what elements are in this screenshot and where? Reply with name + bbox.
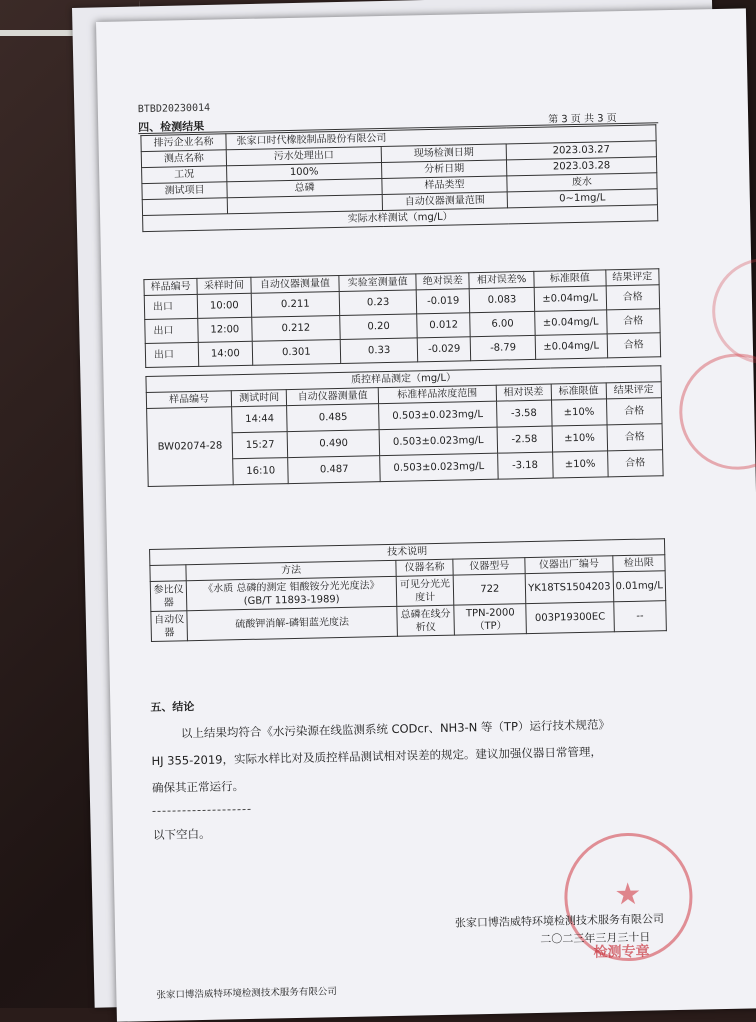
page-number: 第 3 页 共 3 页 <box>548 113 617 126</box>
table-cell: 合格 <box>606 309 660 334</box>
column-header: 实验室测量值 <box>339 274 416 292</box>
conclusion-line-3: 确保其正常运行。 <box>151 779 245 795</box>
table-cell: 参比仪器 <box>150 581 187 612</box>
table-cell: 12:00 <box>198 317 252 342</box>
table-cell: -3.18 <box>497 452 553 479</box>
column-header: 结果评定 <box>606 382 662 399</box>
table-cell: 0.23 <box>339 290 416 316</box>
table-cell: 自动仪器 <box>151 611 188 642</box>
sample-id-cell: 出口 <box>144 294 198 319</box>
table-cell: 合格 <box>606 398 662 425</box>
actual-caption: 实际水样测试（mg/L） <box>143 205 658 232</box>
signature-date: 二〇二三年三月三十日 <box>540 930 651 946</box>
table-cell: 0.485 <box>287 404 379 432</box>
seal-star-icon: ★ <box>614 876 642 913</box>
table-cell: ±10% <box>552 451 608 478</box>
actual-sample-table <box>143 268 661 368</box>
column-header: 仪器出厂编号 <box>525 556 613 574</box>
info-value: 2023.03.28 <box>506 157 656 176</box>
conclusion-line-1: 以上结果均符合《水污染源在线监测系统 CODcr、NH3-N 等（TP）运行技术规范》 <box>180 717 611 741</box>
signature-company: 张家口博浩威特环境检测技术服务有限公司 <box>454 912 665 930</box>
table-cell: 可见分光光度计 <box>396 575 454 606</box>
table-cell: 10:00 <box>197 293 251 318</box>
info-value: 污水处理出口 <box>226 147 381 166</box>
table-cell: 0.503±0.023mg/L <box>379 427 497 455</box>
info-label: 排污企业名称 <box>141 134 226 152</box>
table-cell: ±10% <box>552 425 608 452</box>
info-label: 测试项目 <box>142 182 227 200</box>
report-number: BTBD20230014 <box>137 102 211 116</box>
table-cell: 0.33 <box>340 338 417 364</box>
column-header: 仪器型号 <box>453 558 525 576</box>
table-cell: 15:27 <box>232 432 288 459</box>
table-cell: TPN-2000（TP） <box>454 604 526 635</box>
end-dash <box>153 809 251 812</box>
section-title: 四、检测结果 <box>138 119 205 135</box>
info-label: 自动仪器测量范围 <box>382 192 507 211</box>
table-cell: 0.083 <box>470 287 535 312</box>
table-cell: -- <box>613 601 666 632</box>
table-cell: ±10% <box>551 399 607 426</box>
info-label: 分析日期 <box>382 160 507 179</box>
tech-table <box>149 538 667 642</box>
info-value: 废水 <box>507 173 657 192</box>
column-header: 标准样品浓度范围 <box>378 385 496 403</box>
info-value: 张家口时代橡胶制品股份有限公司 <box>226 125 656 150</box>
table-cell: 6.00 <box>470 311 535 336</box>
column-header: 标准限值 <box>534 270 606 288</box>
column-header: 自动仪器测量值 <box>287 388 379 406</box>
table-cell: 0.211 <box>251 291 340 317</box>
column-header: 样品编号 <box>144 278 198 295</box>
table-cell: 0.490 <box>287 430 379 458</box>
column-header: 结果评定 <box>606 269 660 286</box>
table-cell: 14:44 <box>232 406 288 433</box>
table-cell: 0.487 <box>288 456 380 484</box>
qc-caption: 质控样品测定（mg/L） <box>146 366 661 393</box>
info-table <box>140 124 658 232</box>
column-header: 方法 <box>186 560 396 580</box>
info-label: 样品类型 <box>382 176 507 195</box>
table-cell: 合格 <box>607 450 663 477</box>
column-header: 标准限值 <box>551 383 606 400</box>
table-cell: 14:00 <box>198 341 252 366</box>
table-cell: YK18TS1504203 <box>525 572 613 604</box>
table-cell: 0.01mg/L <box>613 571 666 602</box>
info-value: 100% <box>227 163 382 182</box>
sample-id-cell: 出口 <box>145 318 199 343</box>
conclusion-title: 五、结论 <box>150 700 195 715</box>
column-header: 相对误差 <box>496 384 551 401</box>
table-cell: 《水质 总磷的测定 钼酸铵分光光度法》(GB/T 11893-1989) <box>187 576 397 610</box>
table-cell: ±0.04mg/L <box>535 334 607 359</box>
column-header: 自动仪器测量值 <box>250 275 339 293</box>
sample-id-cell: BW02074-28 <box>147 407 234 487</box>
table-cell: 总磷在线分析仪 <box>396 605 454 636</box>
info-label: 测点名称 <box>141 150 226 168</box>
table-cell: 16:10 <box>233 458 289 485</box>
sample-id-cell: 出口 <box>145 342 199 367</box>
column-header <box>150 565 187 582</box>
info-value: 2023.03.27 <box>506 141 656 160</box>
table-cell: -2.58 <box>497 426 553 453</box>
report-page <box>96 8 756 1021</box>
table-cell: ±0.04mg/L <box>535 310 607 335</box>
column-header: 仪器名称 <box>396 559 454 576</box>
column-header: 采样时间 <box>197 277 251 294</box>
table-cell: 合格 <box>607 424 663 451</box>
column-header: 相对误差% <box>469 271 534 288</box>
table-cell: -0.019 <box>416 289 470 314</box>
column-header: 测试时间 <box>231 390 286 407</box>
table-cell: 硫酸钾消解-磷钼蓝光度法 <box>187 606 397 640</box>
table-cell: -8.79 <box>471 335 536 360</box>
blank-note: 以下空白。 <box>152 826 211 842</box>
column-header: 样品编号 <box>146 391 232 409</box>
info-label: 现场检测日期 <box>381 144 506 163</box>
info-value: 0~1mg/L <box>507 189 657 208</box>
table-cell: -3.58 <box>496 400 552 427</box>
conclusion-line-2: HJ 355-2019，实际水样比对及质控样品测试相对误差的规定。建议加强仪器日常管理， <box>151 744 603 768</box>
table-cell: 合格 <box>607 333 661 358</box>
qc-sample-table <box>145 365 663 487</box>
table-cell: 722 <box>454 574 526 605</box>
column-header: 检出限 <box>612 555 665 572</box>
side-seal-faint <box>711 257 756 365</box>
table-cell: -0.029 <box>417 337 471 362</box>
column-header: 绝对误差 <box>416 273 470 290</box>
table-cell: 0.212 <box>251 315 340 341</box>
table-cell: 合格 <box>606 285 660 310</box>
footer-company: 张家口博浩威特环境检测技术服务有限公司 <box>156 986 337 1001</box>
info-label: 工况 <box>142 166 227 184</box>
table-cell: 0.012 <box>417 313 471 338</box>
table-cell: 0.301 <box>252 339 341 365</box>
tech-caption: 技术说明 <box>150 539 665 566</box>
table-cell: 003P19300EC <box>526 602 614 634</box>
table-cell: 0.503±0.023mg/L <box>380 453 498 481</box>
table-cell: ±0.04mg/L <box>534 286 606 311</box>
info-value: 总磷 <box>227 179 382 198</box>
table-cell: 0.503±0.023mg/L <box>379 401 497 429</box>
seal-text: 检测专章 <box>593 943 650 961</box>
side-seal <box>678 352 756 470</box>
table-cell: 0.20 <box>340 314 417 340</box>
